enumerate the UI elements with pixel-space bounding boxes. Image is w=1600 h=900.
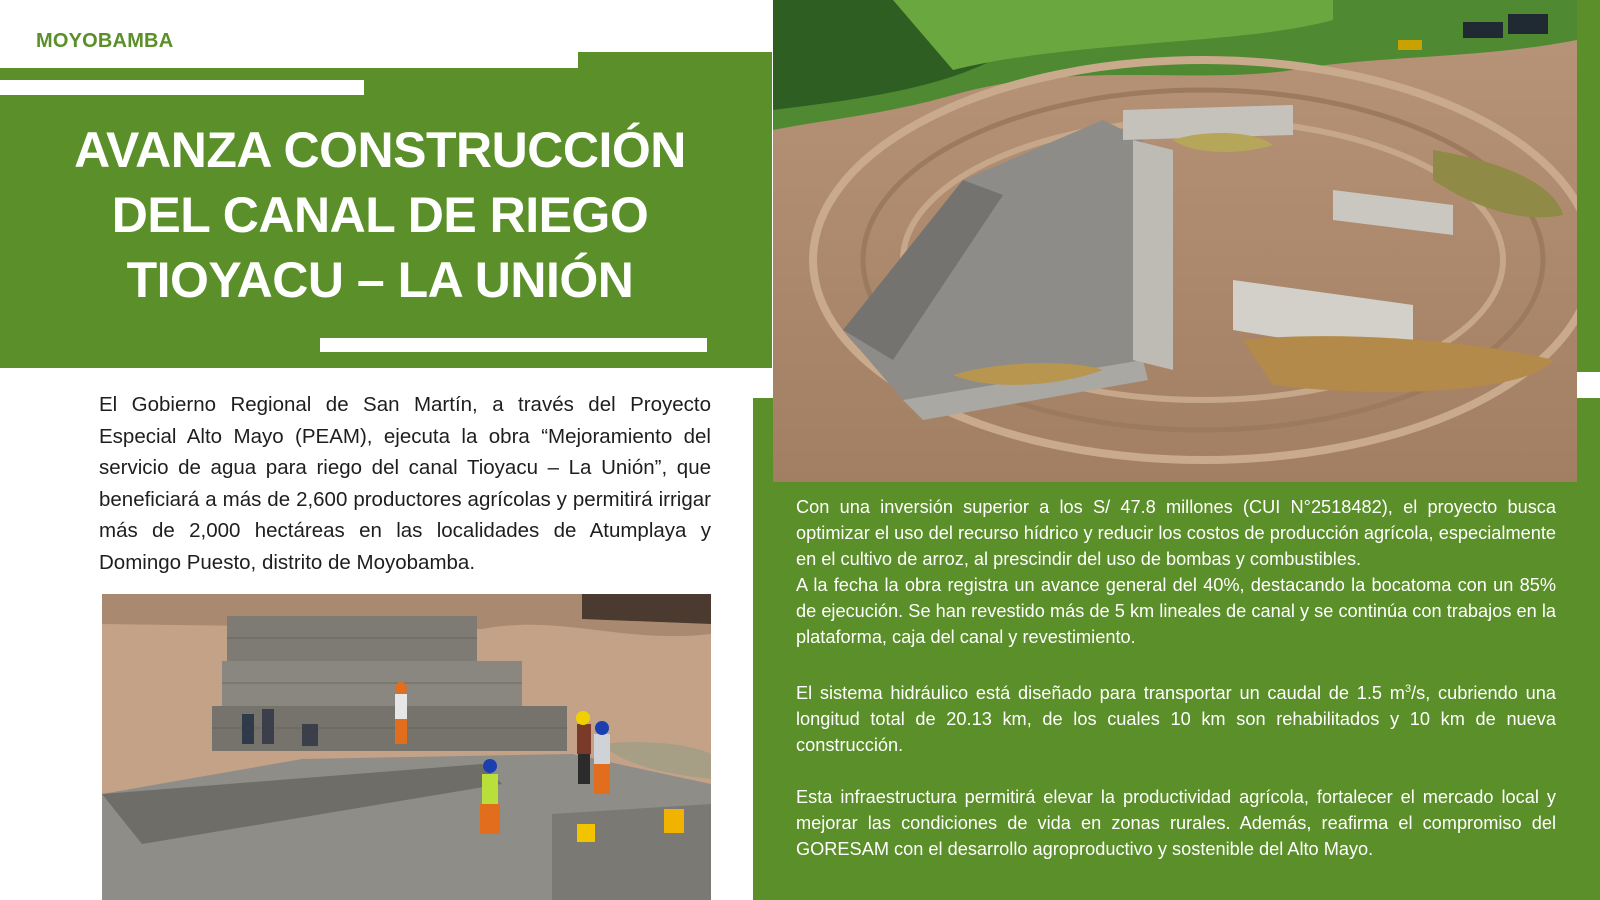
paragraph-investment: Con una inversión superior a los S/ 47.8 millones (CUI N°2518482), el proyecto busca optimizar el uso del recurso hídrico y reducir los costos de producción agrícola, especialmente en el cultivo de arroz, al prescindir del uso de bombas y combustibles. [796,497,1556,569]
headline-line-3: TIOYACU – LA UNIÓN [126,252,634,308]
decorative-bar-top [0,80,364,95]
paragraph-spacer [796,650,1556,676]
intro-paragraph: El Gobierno Regional de San Martín, a través del Proyecto Especial Alto Mayo (PEAM), ejecuta la obra “Mejoramiento del servicio de agua para riego del canal Tioyacu – La Unión”, que beneficiará a más de 2,600 productores agrícolas y permitirá irrigar más de 2,000 hectáreas en las localidades de Atumplaya y Domingo Puesto, distrito de Moyobamba. [99,393,711,574]
paragraph-spacer [796,758,1556,784]
hydraulic-text-after: /s, cubriendo una longitud total de 20.13 km, de los cuales 10 km son rehabilitados y 10 km de nueva construcción. [796,683,1556,756]
decorative-bar-bottom [320,338,707,352]
paragraph-hydraulic-system [796,676,1556,758]
hydraulic-text-before: El sistema hidráulico está diseñado para transportar un caudal de 1.5 m [796,683,1405,704]
cubic-superscript: 3 [1404,683,1412,695]
headline-line-1: AVANZA CONSTRUCCIÓN [74,122,686,178]
headline-line-2: DEL CANAL DE RIEGO [111,187,649,243]
headline [40,118,720,313]
aerial-construction-photo [773,0,1577,482]
section-tag: MOYOBAMBA [36,30,174,52]
paragraph-impact: Esta infraestructura permitirá elevar la productividad agrícola, fortalecer el mercado local y mejorar las condiciones de vida en zonas rurales. Además, reafirma el compromiso del GORESAM con el desarrollo agroproductivo y sostenible del Alto Mayo. [796,787,1556,860]
right-edge-strip [1577,0,1600,372]
workers-gabion-photo [102,594,711,900]
paragraph-progress: A la fecha la obra registra un avance general del 40%, destacando la bocatoma con un 85% de ejecución. Se han revestido más de 5 km lineales de canal y se continúa con trabajos en la plataforma, caja del canal y revestimiento. [796,575,1556,647]
right-column-text [796,494,1556,862]
